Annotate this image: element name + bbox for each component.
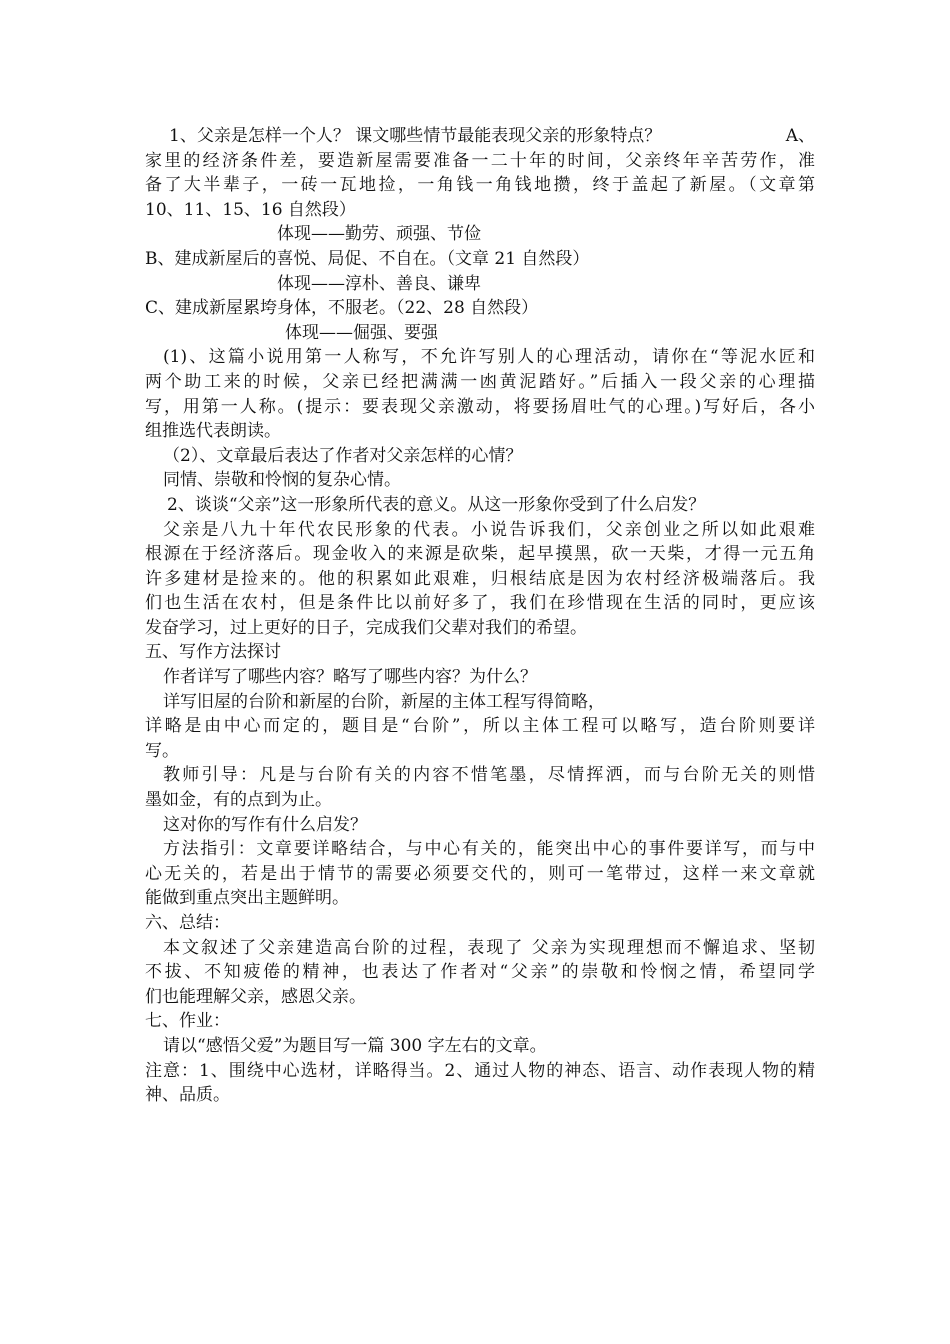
paragraph-line: 能做到重点突出主题鲜明。 [145, 888, 349, 909]
section-heading: 七、作业： [145, 1011, 230, 1032]
paragraph-line: 备了大半辈子，一砖一瓦地捡，一角钱一角钱地攒，终于盖起了新屋。（文章第 [145, 175, 815, 196]
paragraph-line: 不拔、不知疲倦的精神，也表达了作者对“父亲”的崇敬和怜悯之情，希望同学 [145, 962, 815, 983]
paragraph-line: 神、品质。 [145, 1085, 230, 1106]
option-b-line: B、建成新屋后的喜悦、局促、不自在。（文章 21 自然段） [145, 248, 590, 269]
paragraph-line: 根源在于经济落后。现金收入的来源是砍柴，起早摸黑，砍一天柴，才得一元五角 [145, 544, 815, 565]
paragraph-line: 许多建材是捡来的。他的积累如此艰难，归根结底是因为农村经济极端落后。我 [145, 568, 815, 589]
question-line: 作者详写了哪些内容？略写了哪些内容？为什么？ [163, 667, 537, 688]
paragraph-line: 心无关的，若是出于情节的需要必须要交代的，则可一笔带过，这样一来文章就 [145, 863, 815, 884]
paragraph-line: 详略是由中心而定的，题目是“台阶”，所以主体工程可以略写，造台阶则要详 [145, 716, 815, 737]
paragraph-line: 墨如金，有的点到为止。 [145, 790, 332, 811]
paragraph-line: 方法指引：文章要详略结合，与中心有关的，能突出中心的事件要详写，而与中 [163, 839, 815, 860]
paragraph-line: 注意：1、围绕中心选材，详略得当。2、通过人物的神态、语言、动作表现人物的精 [145, 1060, 815, 1081]
option-a-label: A、 [785, 126, 815, 146]
paragraph-line: 本文叙述了父亲建造高台阶的过程，表现了 父亲为实现理想而不懈追求、坚韧 [163, 937, 815, 958]
paragraph-line: 两个助工来的时候，父亲已经把满满一凼黄泥踏好。”后插入一段父亲的心理描 [145, 371, 815, 392]
trait-line: 体现——倔强、要强 [285, 322, 438, 343]
paragraph-line: 10、11、15、16 自然段） [145, 199, 356, 220]
option-c-line: C、建成新屋累垮身体，不服老。（22、28 自然段） [145, 298, 539, 319]
trait-line: 体现——勤劳、顽强、节俭 [277, 224, 481, 245]
paragraph-line: 们也生活在农村，但是条件比以前好多了，我们在珍惜现在生活的同时，更应该 [145, 593, 815, 614]
answer-line: 同情、崇敬和怜悯的复杂心情。 [163, 470, 401, 491]
section-heading: 六、总结： [145, 913, 230, 933]
paragraph-line: 父亲是八九十年代农民形象的代表。小说告诉我们，父亲创业之所以如此艰难 [163, 519, 815, 540]
question-line: 这对你的写作有什么启发？ [163, 814, 367, 835]
paragraph-line: 发奋学习，过上更好的日子，完成我们父辈对我们的希望。 [145, 617, 587, 638]
paragraph-line: 写，用第一人称。(提示：要表现父亲激动，将要扬眉吐气的心理。)写好后，各小 [145, 396, 815, 417]
question-1-line [145, 124, 815, 149]
paragraph-line: 写。 [145, 740, 179, 761]
section-heading: 五、写作方法探讨 [145, 642, 281, 663]
question-line: （2）、文章最后表达了作者对父亲怎样的心情？ [163, 445, 523, 466]
paragraph-line: 详写旧屋的台阶和新屋的台阶，新屋的主体工程写得简略， [163, 691, 605, 712]
paragraph-line: (1)、这篇小说用第一人称写，不允许写别人的心理活动，请你在“等泥水匠和 [163, 347, 815, 368]
question-1-text: 1、父亲是怎样一个人？ 课文哪些情节最能表现父亲的形象特点？ [169, 126, 662, 146]
document-body [145, 124, 815, 1108]
paragraph-line: 教师引导：凡是与台阶有关的内容不惜笔墨，尽情挥洒，而与台阶无关的则惜 [163, 765, 815, 786]
trait-line: 体现——淳朴、善良、谦卑 [277, 273, 481, 294]
paragraph-line: 们也能理解父亲，感恩父亲。 [145, 986, 366, 1007]
paragraph-line: 请以“感悟父爱”为题目写一篇 300 字左右的文章。 [163, 1035, 547, 1056]
paragraph-line: 家里的经济条件差，要造新屋需要准备一二十年的时间，父亲终年辛苦劳作，准 [145, 150, 815, 171]
paragraph-line: 组推选代表朗读。 [145, 421, 281, 442]
question-2-line: 2、谈谈“父亲”这一形象所代表的意义。从这一形象你受到了什么启发？ [167, 494, 706, 515]
